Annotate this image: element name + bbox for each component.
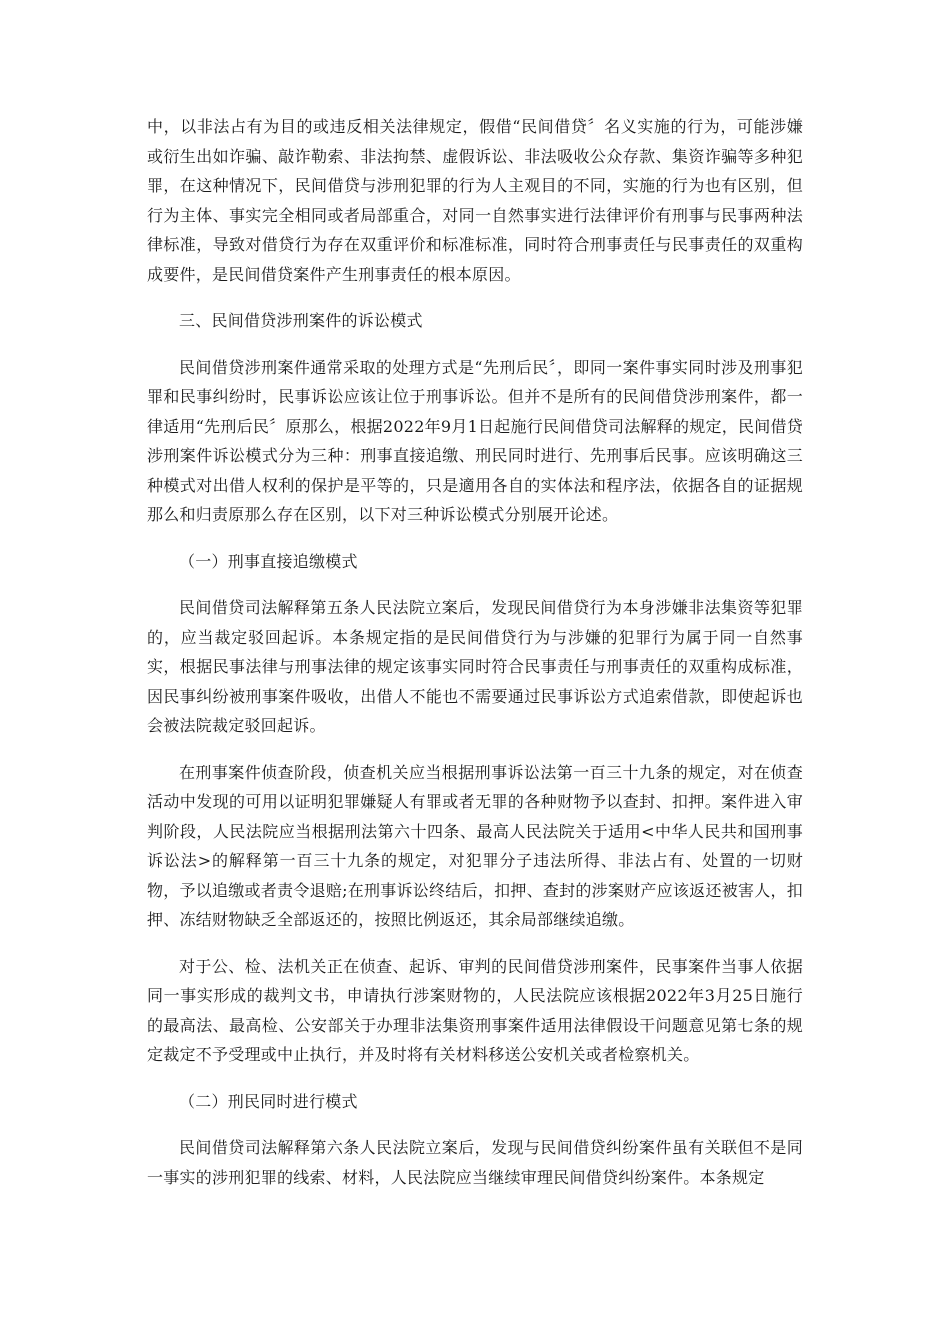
paragraph-enforcement: 对于公、检、法机关正在侦查、起诉、审判的民间借贷涉刑案件，民事案件当事人依据同一事实形成的裁判文书，申请执行涉案财物的，人民法院应该根据2022年3月25日施行的最高法、最高检、公安部关于办理非法集资刑事案件适用法律假设干问题意见第七条的规定裁定不予受理或中止执行，并及时将有关材料移送公安机关或者检察机关。 — [147, 956, 803, 1064]
paragraph-litigation-modes: 民间借贷涉刑案件通常采取的处理方式是“先刑后民〞，即同一案件事实同时涉及刑事犯罪和民事纠纷时，民事诉讼应该让位于刑事诉讼。但并不是所有的民间借贷涉刑案件，都一律适用“先刑后民〞原那么，根据2022年9月1日起施行民间借贷司法解释的规定，民间借贷涉刑案件诉讼模式分为三种：刑事直接追缴、刑民同时进行、先刑事后民事。应该明确这三种模式对出借人权利的保护是平等的，只是適用各自的实体法和程序法，依据各自的证据规那么和归责原那么存在区别，以下对三种诉讼模式分别展开论述。 — [147, 357, 804, 524]
paragraph-investigation-stage: 在刑事案件侦查阶段，侦查机关应当根据刑事诉讼法第一百三十九条的规定，对在侦查活动中发现的可用以证明犯罪嫌疑人有罪或者无罪的各种财物予以查封、扣押。案件进入审判阶段，人民法院应当根据刑法第六十四条、最高人民法院关于适用<中华人民共和国刑事诉讼法>的解释第一百三十九条的规定，对犯罪分子违法所得、非法占有、处置的一切财物，予以追缴或者责令退赔;在刑事诉讼终结后，扣押、查封的涉案财产应该返还被害人，扣押、冻结财物缺乏全部返还的，按照比例返还，其余局部继续追缴。 — [147, 762, 803, 929]
subsection-heading-1: （一）刑事直接追缴模式 — [179, 551, 358, 571]
paragraph-intro-continued: 中，以非法占有为目的或违反相关法律规定，假借“民间借贷〞名义实施的行为，可能涉嫌或衍生出如诈骗、敲诈勒索、非法拘禁、虚假诉讼、非法吸收公众存款、集资诈骗等多种犯罪，在这种情况下，民间借贷与涉刑犯罪的行为人主观目的不同，实施的行为也有区别，但行为主体、事实完全相同或者局部重合，对同一自然事实进行法律评价有刑事与民事两种法律标准，导致对借贷行为存在双重评价和标准标准，同时符合刑事责任与民事责任的双重构成要件，是民间借贷案件产生刑事责任的根本原因。 — [147, 117, 803, 284]
section-heading-3: 三、民间借贷涉刑案件的诉讼模式 — [179, 311, 423, 330]
subsection-heading-2: （二）刑民同时进行模式 — [179, 1091, 358, 1111]
document-body — [147, 112, 803, 1209]
paragraph-article-5: 民间借贷司法解释第五条人民法院立案后，发现民间借贷行为本身涉嫌非法集资等犯罪的，应当裁定驳回起诉。本条规定指的是民间借贷行为与涉嫌的犯罪行为属于同一自然事实，根据民事法律与刑事法律的规定该事实同时符合民事责任与刑事责任的双重构成标准，因民事纠纷被刑事案件吸收，出借人不能也不需要通过民事诉讼方式追索借款，即使起诉也会被法院裁定驳回起诉。 — [147, 598, 803, 735]
paragraph-article-6: 民间借贷司法解释第六条人民法院立案后，发现与民间借贷纠纷案件虽有关联但不是同一事实的涉刑犯罪的线索、材料，人民法院应当继续审理民间借贷纠纷案件。本条规定 — [147, 1138, 803, 1187]
